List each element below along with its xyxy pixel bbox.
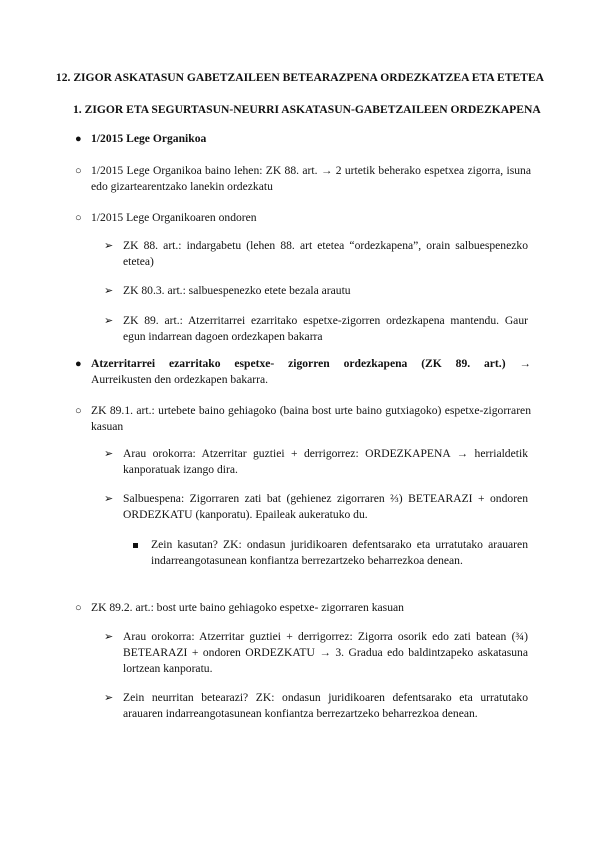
document-title: 12. ZIGOR ASKATASUN GABETZAILEEN BETEARAZPENA ORDEZKATZEA ETA ETETEA (55, 71, 545, 84)
circle-text: 1/2015 Lege Organikoaren ondoren (91, 211, 257, 224)
arrow-marker: ➢ (104, 314, 114, 327)
bullet-item (75, 131, 531, 147)
circle-item (75, 163, 531, 195)
arrow-item (104, 238, 528, 270)
bullet-text: 1/2015 Lege Organikoa (91, 132, 207, 145)
bullet-item (75, 356, 531, 388)
circle-marker: ○ (75, 405, 82, 417)
bullet-text-bold: Atzerritarrei ezarritako espetxe- zigorren ordezkapena (ZK 89. art.) → (91, 357, 531, 370)
bullet-marker: ● (75, 133, 82, 145)
circle-text: ZK 89.1. art.: urtebete baino gehiagoko (baina bost urte baino gutxiagoko) espetxe-zigorraren kasuan (91, 404, 531, 433)
circle-marker: ○ (75, 165, 82, 177)
arrow-text: ZK 89. art.: Atzerritarrei ezarritako espetxe-zigorren ordezkapena mantendu. Gaur egun indarrean dagoen ordezkapen bakarra (123, 314, 528, 343)
square-marker (133, 543, 138, 548)
arrow-text: Salbuespena: Zigorraren zati bat (gehienez zigorraren ⅔) BETEARAZI + ondoren ORDEZKATU (kanporatu). Epaileak aukeratuko du. (123, 492, 528, 521)
arrow-item (104, 313, 528, 345)
square-text: Zein kasutan? ZK: ondasun juridikoaren defentsarako eta urratutako arauaren indarreangotasunean konfiantza berrezartzeko beharrezkoa denean. (151, 538, 528, 567)
arrow-item (104, 283, 528, 299)
arrow-marker: ➢ (104, 691, 114, 704)
arrow-text: Zein neurritan betearazi? ZK: ondasun juridikoaren defentsarako eta urratutako arauaren indarreangotasunean konfiantza berrezartzeko beharrezkoa denean. (123, 691, 528, 720)
arrow-item (104, 446, 528, 478)
square-item (151, 537, 528, 569)
circle-item (75, 210, 531, 226)
arrow-text: ZK 88. art.: indargabetu (lehen 88. art etetea “ordezkapena”, orain salbuespenezko etetea) (123, 239, 528, 268)
arrow-marker: ➢ (104, 239, 114, 252)
arrow-marker: ➢ (104, 447, 114, 460)
arrow-marker: ➢ (104, 284, 114, 297)
arrow-text: Arau orokorra: Atzerritar guztiei + derrigorrez: ORDEZKAPENA → herrialdetik kanporatuak izango dira. (123, 447, 528, 476)
arrow-item (104, 629, 528, 677)
circle-marker: ○ (75, 602, 82, 614)
arrow-item (104, 491, 528, 523)
arrow-marker: ➢ (104, 630, 114, 643)
section-heading: 1. ZIGOR ETA SEGURTASUN-NEURRI ASKATASUN-GABETZAILEEN ORDEZKAPENA (73, 103, 541, 116)
circle-marker: ○ (75, 212, 82, 224)
arrow-text: ZK 80.3. art.: salbuespenezko etete bezala arautu (123, 284, 351, 297)
arrow-item (104, 690, 528, 722)
circle-text: 1/2015 Lege Organikoa baino lehen: ZK 88. art. → 2 urtetik beherako espetxea zigorra, isuna edo gizartearentzako lanekin ordezkatu (91, 164, 531, 193)
arrow-text: Arau orokorra: Atzerritar guztiei + derrigorrez: Zigorra osorik edo zati batean (¾) BETEARAZI + ondoren ORDEZKATU → 3. Gradua edo baldintzapeko askatasuna lortzean kanporatu. (123, 630, 528, 675)
bullet-marker: ● (75, 358, 82, 370)
circle-text: ZK 89.2. art.: bost urte baino gehiagoko espetxe- zigorraren kasuan (91, 601, 404, 614)
arrow-marker: ➢ (104, 492, 114, 505)
bullet-text: Aurreikusten den ordezkapen bakarra. (91, 373, 269, 386)
circle-item (75, 403, 531, 435)
circle-item (75, 600, 531, 616)
